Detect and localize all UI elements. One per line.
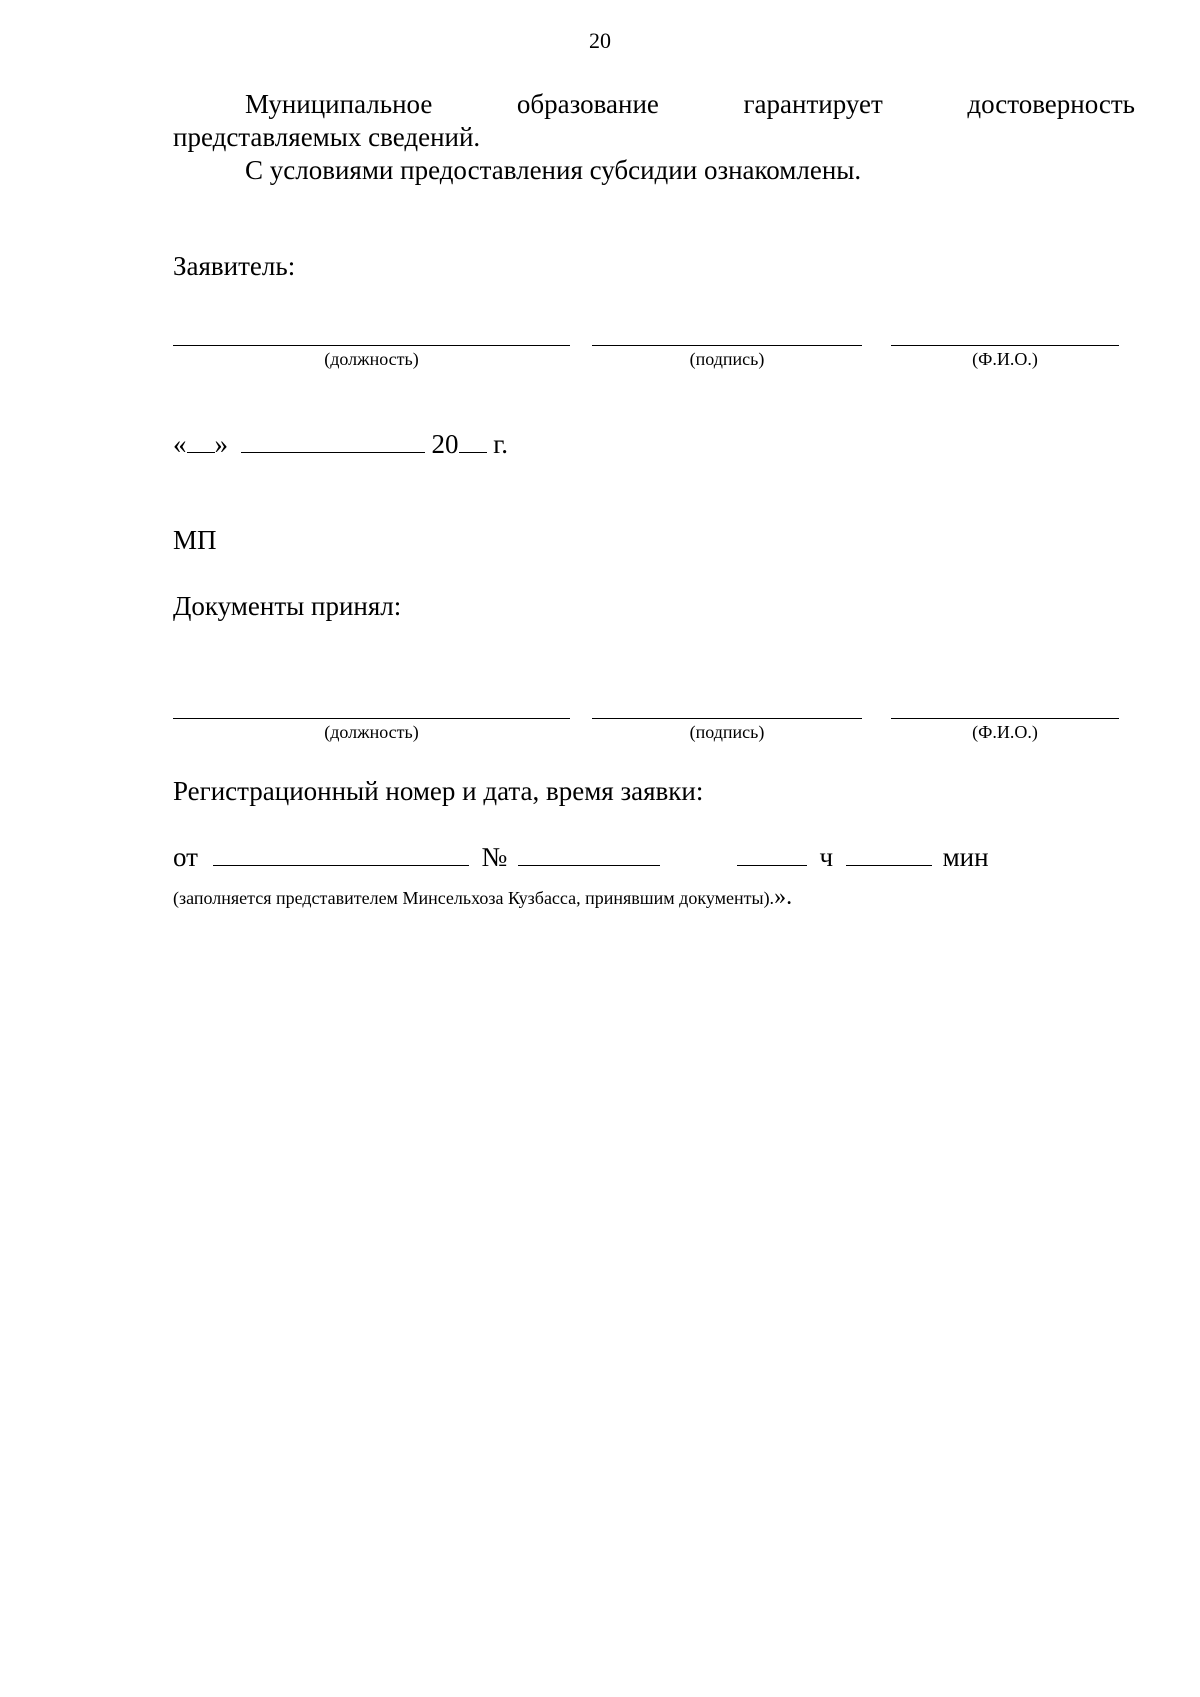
year-suffix: г. — [493, 429, 509, 459]
note-text: (заполняется представителем Минсельхоза Кузбасса, принявшим документы). — [173, 888, 775, 908]
receiver-label: Документы принял: — [173, 591, 402, 621]
applicant-position-line — [173, 345, 570, 346]
from-label: от — [173, 842, 198, 872]
registration-date-blank — [213, 843, 469, 866]
registration-label: Регистрационный номер и дата, время заявки: — [173, 776, 704, 806]
open-quote: « — [173, 429, 187, 459]
paragraph-guarantee-continuation: представляемых сведений. — [173, 122, 481, 152]
receiver-position-caption: (должность) — [324, 722, 419, 742]
applicant-signature-caption: (подпись) — [689, 349, 765, 369]
paragraph-conditions: С условиями предоставления субсидии ознакомлены. — [245, 155, 862, 185]
receiver-signature-line — [592, 718, 862, 719]
stamp-mark: МП — [173, 525, 217, 555]
minutes-label: мин — [942, 842, 989, 872]
page-number: 20 — [589, 28, 611, 53]
registration-number-blank — [518, 843, 660, 866]
minutes-blank — [846, 843, 932, 866]
receiver-position-line — [173, 718, 570, 719]
date-line — [173, 428, 508, 461]
year-blank — [459, 430, 487, 453]
hours-blank — [737, 843, 807, 866]
word-3: гарантирует — [743, 89, 883, 119]
receiver-name-caption: (Ф.И.О.) — [972, 722, 1038, 742]
year-prefix: 20 — [431, 429, 459, 459]
word-4: достоверность — [967, 89, 1135, 119]
applicant-position-caption: (должность) — [324, 349, 419, 369]
registration-note — [173, 886, 792, 909]
word-1: Муниципальное — [245, 89, 433, 119]
note-closing: ». — [774, 884, 793, 910]
applicant-name-line — [891, 345, 1119, 346]
number-sign: № — [481, 842, 508, 872]
applicant-label: Заявитель: — [173, 251, 296, 281]
word-2: образование — [516, 89, 659, 119]
applicant-signature-line — [592, 345, 862, 346]
applicant-name-caption: (Ф.И.О.) — [972, 349, 1038, 369]
receiver-name-line — [891, 718, 1119, 719]
hours-label: ч — [819, 842, 834, 872]
close-quote: » — [214, 429, 228, 459]
month-blank — [241, 430, 425, 453]
day-blank — [187, 430, 215, 453]
registration-fields — [173, 841, 989, 874]
paragraph-guarantee-line — [173, 88, 1135, 121]
receiver-signature-caption: (подпись) — [689, 722, 765, 742]
